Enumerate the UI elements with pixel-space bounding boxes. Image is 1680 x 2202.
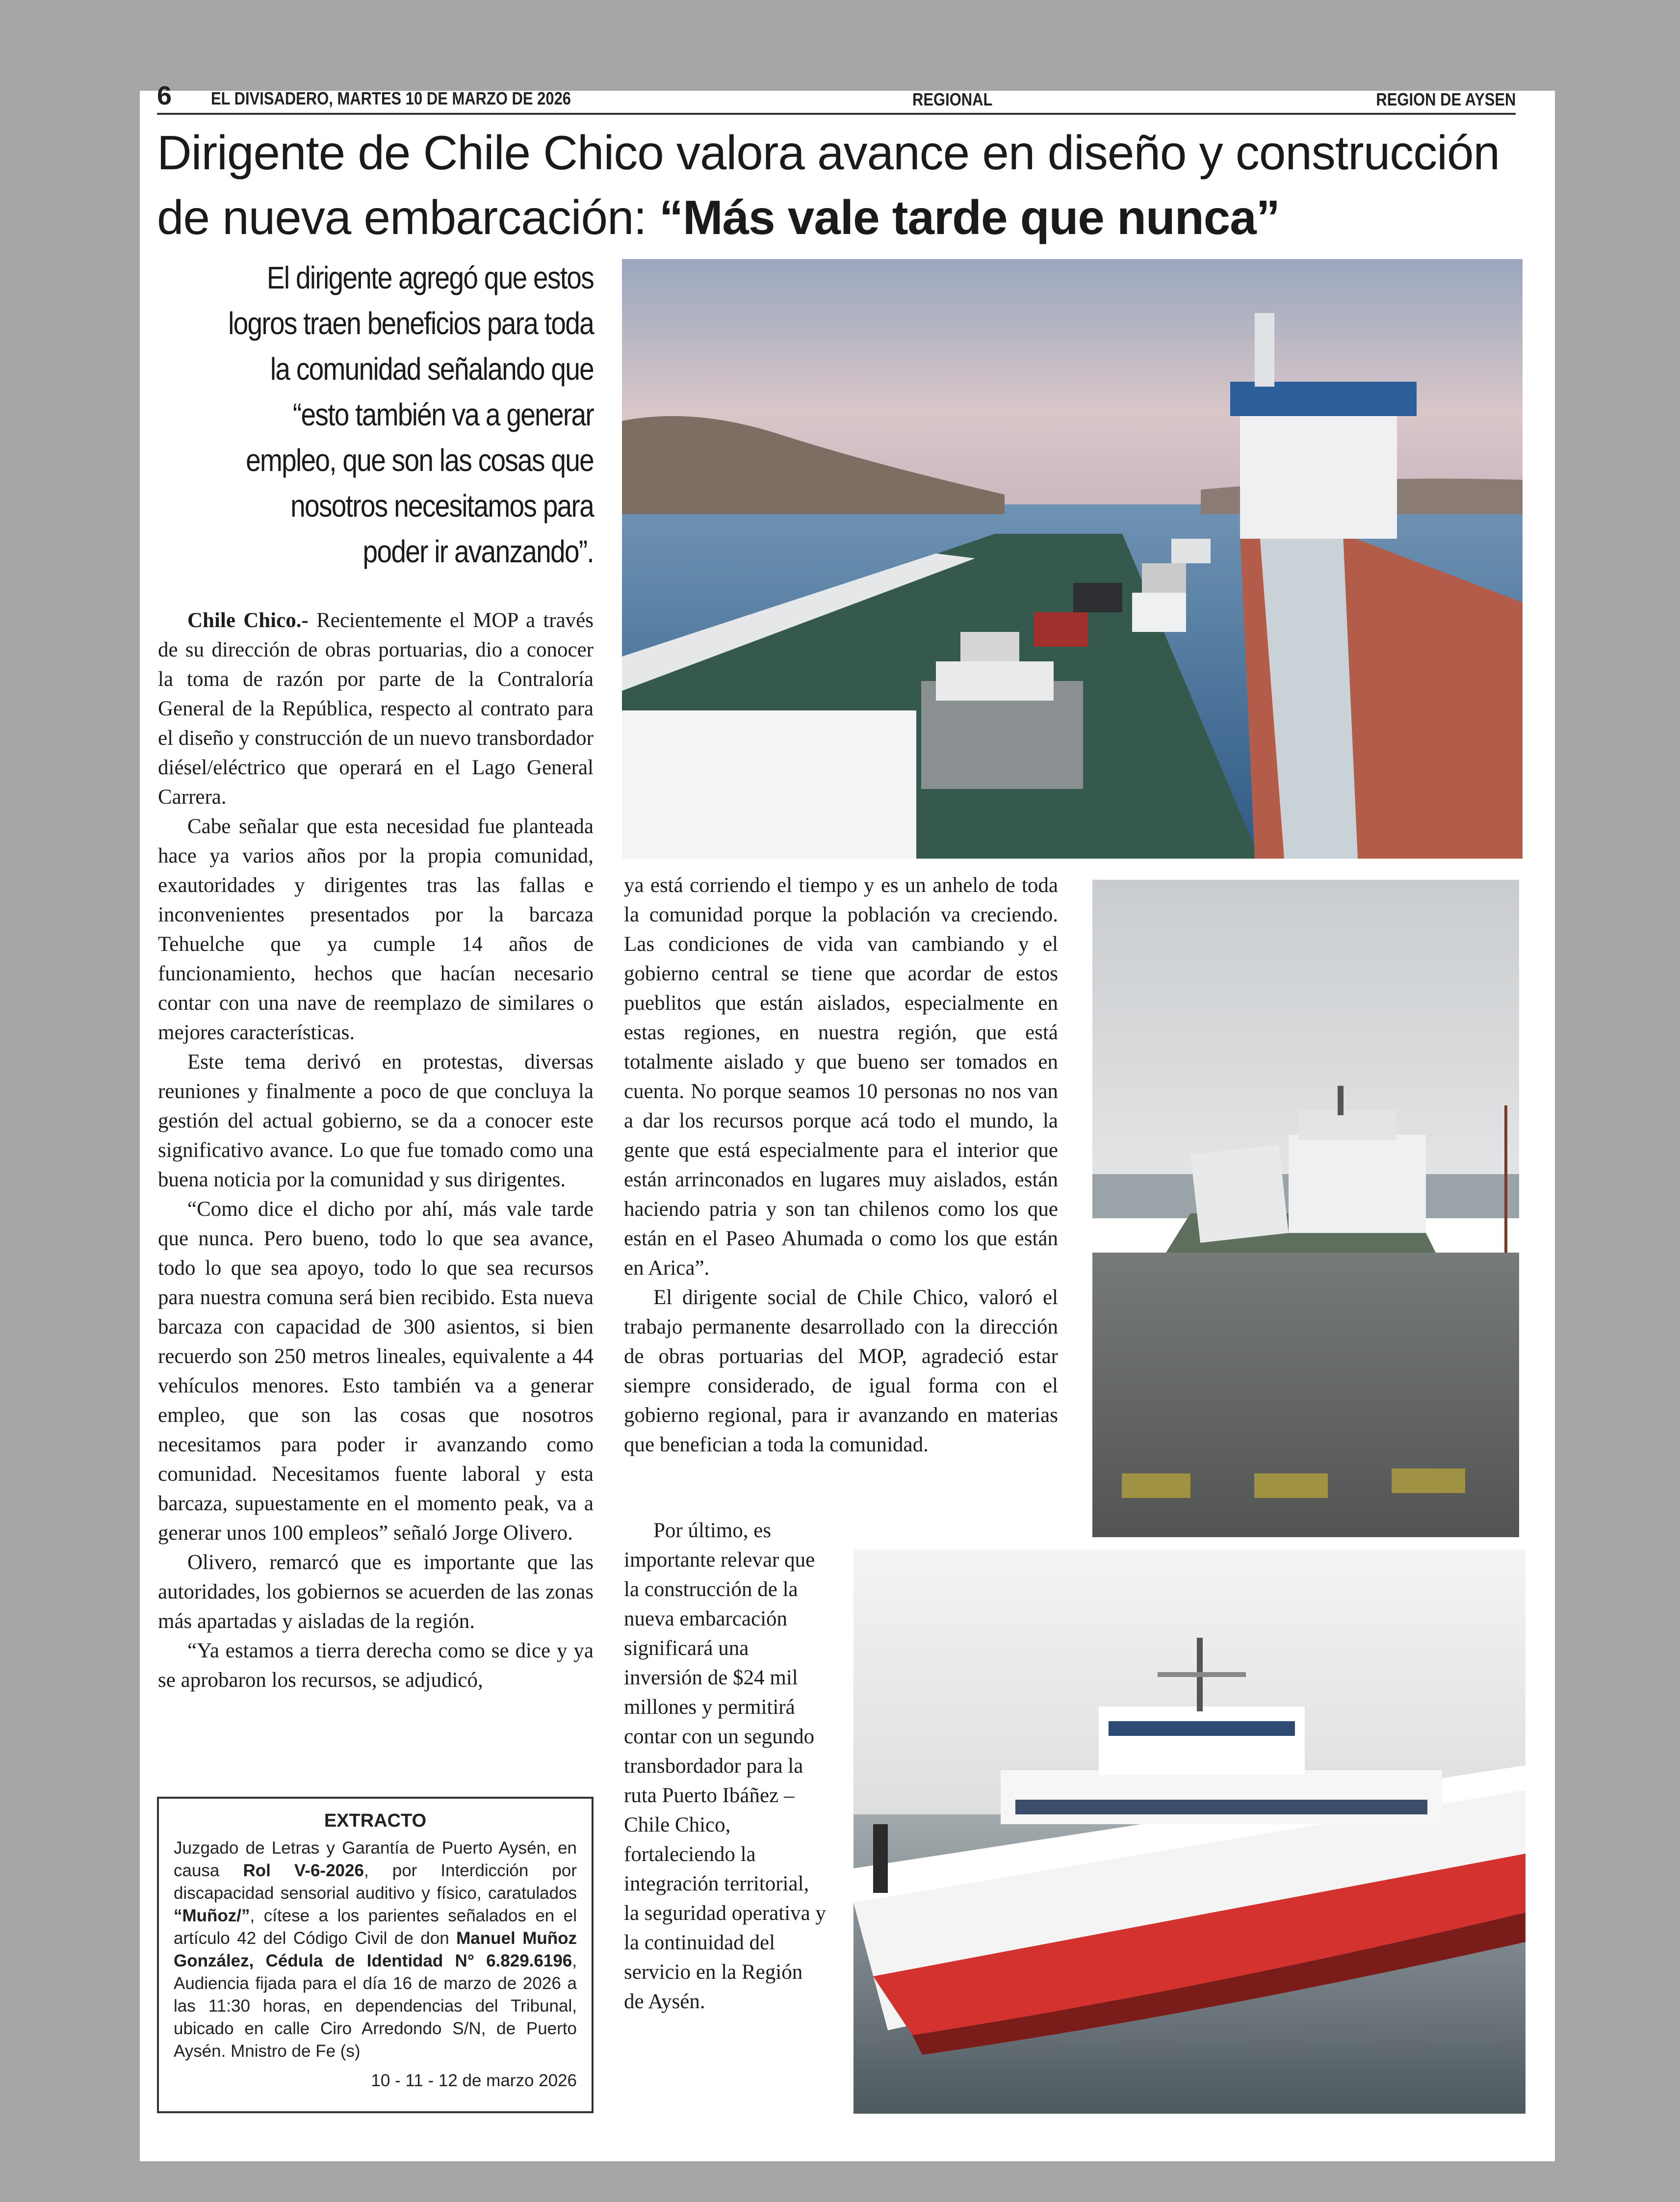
headline-line-2 [157, 185, 1525, 250]
body-column-1 [158, 606, 594, 1695]
region-label: REGION DE AYSEN [1375, 89, 1516, 109]
dateline: Chile Chico.- [187, 609, 309, 632]
headline [157, 120, 1525, 250]
body-column-3 [624, 1516, 827, 2017]
page-header [157, 83, 1516, 113]
ferry-deck-photo [622, 259, 1523, 859]
paragraph-8: El dirigente social de Chile Chico, valoró el trabajo permanente desarrollado con la dirección de obras portuarias del MOP, agradeció estar siempre considerado, de igual forma con el gobierno regional, para ir avanzando en materias que benefician a toda la comunidad. [624, 1286, 1058, 1456]
paragraph-2: Cabe señalar que esta necesidad fue planteada hace ya varios años por la propia comunidad, exautoridades y dirigentes tras las fallas e inconvenientes presentados por la barcaza Tehuelche que ya cumple 14 años de funcionamiento, hechos que hacían necesario contar con una nave de reemplazo de similares o mejores características. [158, 815, 594, 1044]
paragraph-4: “Como dice el dicho por ahí, más vale tarde que nunca. Pero bueno, todo lo que sea avance, todo lo que sea apoyo, todo lo que sea recursos para nuestra comuna será bien recibido. Esta nueva barcaza con capacidad de 300 asientos, si bien recuerdo son 250 metros lineales, equivalente a 44 vehículos menores. Esto también va a generar empleo, que son las cosas que nosotros necesitamos para poder ir avanzando como comunidad. Necesitamos fuente laboral y esta barcaza, supuestamente en el momento peak, va a generar unos 100 empleos” señaló Jorge Olivero. [158, 1198, 594, 1545]
body-column-2 [624, 871, 1058, 1460]
headline-lead: de nueva embarcación: [157, 190, 659, 244]
page-number: 6 [157, 81, 172, 110]
paragraph-6: “Ya estamos a tierra derecha como se dice y ya se aprobaron los recursos, se adjudicó, [158, 1639, 594, 1692]
paragraph-9: Por último, es importante relevar que la construcción de la nueva embarcación significará una inversión de $24 mil millones y permitirá contar con un segundo transbordador para la ruta Puerto Ibáñez – Chile Chico, fortaleciendo la integración territorial, la seguridad operativa y la continuidad del servicio en la Región de Aysén. [624, 1519, 826, 2013]
pull-quote: El dirigente agregó que estos logros traen beneficios para toda la comunidad señalando que “esto también va a generar empleo, que son las cosas que nosotros necesitamos para poder ir avanzando”. [228, 260, 594, 569]
headline-line-1: Dirigente de Chile Chico valora avance en diseño y construcción [157, 126, 1499, 180]
paragraph-5: Olivero, remarcó que es importante que las autoridades, los gobiernos se acuerden de las zonas más apartadas y aisladas de la región. [158, 1551, 594, 1633]
legal-notice-title: EXTRACTO [324, 1810, 427, 1831]
legal-notice-body: Juzgado de Letras y Garantía de Puerto Aysén, en causa Rol V-6-2026, por Interdicción por discapacidad sensorial auditivo y físico, caratulados “Muñoz/”, cítese a los parientes señalados en el artículo 42 del Código Civil de don Manuel Muñoz González, Cédula de Identidad N° 6.829.6196, Audiencia fijada para el día 16 de marzo de 2026 a las 11:30 horas, en dependencias del Tribunal, ubicado en calle Ciro Arredondo S/N, de Puerto Aysén. Mnistro de Fe (s) [174, 1838, 577, 2061]
section-label: REGIONAL [912, 89, 993, 109]
ramp-ferry-photo [1092, 880, 1519, 1537]
masthead-date: EL DIVISADERO, MARTES 10 DE MARZO DE 2026 [211, 88, 571, 108]
paragraph-7: ya está corriendo el tiempo y es un anhelo de toda la comunidad porque la población va creciendo. Las condiciones de vida van cambiando y el gobierno central se tiene que acordar de estos pueblitos que están aislados, especialmente en estas regiones, en nuestra región, que está totalmente aislado y que bueno ser tomados en cuenta. No porque seamos 10 personas no nos van a dar los recursos porque acá todo el mundo, la gente que está especialmente para el interior que están arrinconados en lugares muy aislados, están haciendo patria y son tan chilenos como los que están en el Paseo Ahumada o como los que están en Arica”. [624, 874, 1058, 1280]
paragraph-3: Este tema derivó en protestas, diversas reuniones y finalmente a poco de que concluya la gestión del actual gobierno, se da a conocer este significativo avance. Lo que fue tomado como una buena noticia por la comunidad y sus dirigentes. [158, 1050, 594, 1191]
headline-quote: “Más vale tarde que nunca” [659, 190, 1280, 244]
legal-notice-date: 10 - 11 - 12 de marzo 2026 [371, 2071, 577, 2090]
legal-notice-box [157, 1797, 594, 2113]
header-rule [157, 113, 1516, 115]
paragraph-1: Chile Chico.- Recientemente el MOP a través de su dirección de obras portuarias, dio a conocer la toma de razón por parte de la Contraloría General de la República, respecto al contrato para el diseño y construcción de un nuevo transbordador diésel/eléctrico que operará en el Lago General Carrera. [158, 609, 594, 809]
new-ferry-render [853, 1549, 1525, 2114]
